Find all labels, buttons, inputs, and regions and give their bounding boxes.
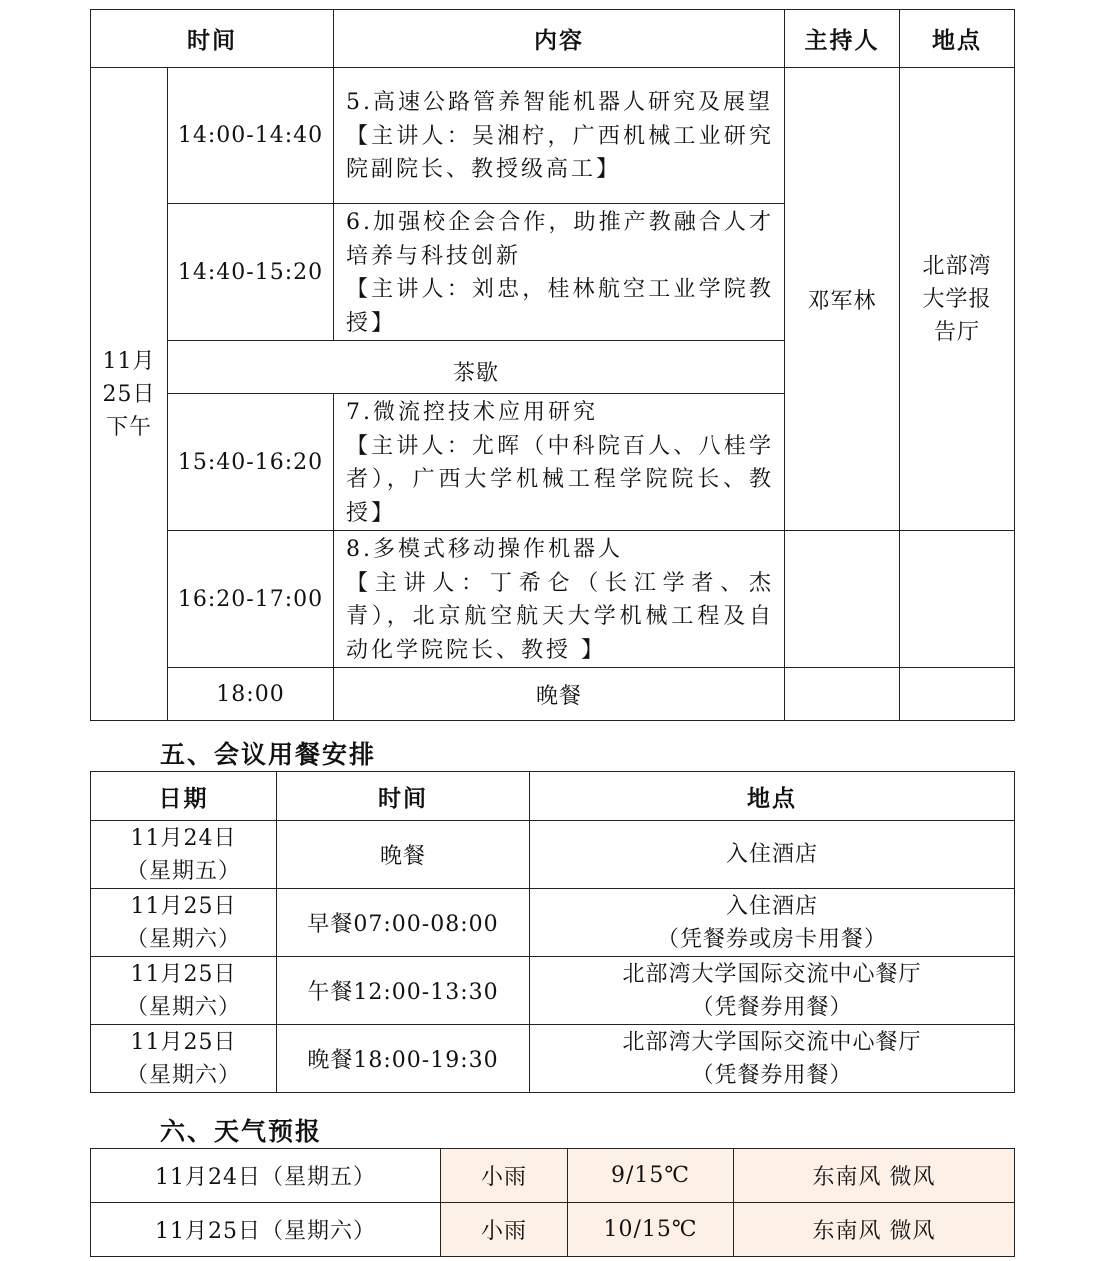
schedule-place: [900, 68, 1015, 531]
schedule-content: [334, 531, 785, 668]
schedule-header-place: 地点: [900, 10, 1015, 68]
meal-place-line: 北部湾大学国际交流中心餐厅: [622, 1029, 922, 1055]
schedule-content: [334, 68, 785, 204]
talk-speaker: 【主讲人：丁希仑（长江学者、杰青），北京航空航天大学机械工程及自动化学院院长、教授 】: [346, 570, 774, 663]
meal-date-line: 11月25日: [130, 1029, 237, 1055]
meal-weekday: （星期六）: [125, 1062, 241, 1088]
empty-cell: [785, 668, 900, 721]
meal-weekday: （星期六）: [125, 994, 241, 1020]
weather-temp: 9/15℃: [568, 1149, 734, 1203]
date-line: 25日: [102, 381, 156, 407]
meal-time: 晚餐: [277, 821, 530, 889]
schedule-header-host: 主持人: [785, 10, 900, 68]
tea-break: 茶歇: [168, 341, 785, 394]
weather-temp: 10/15℃: [568, 1203, 734, 1257]
meal-place-line: 北部湾大学国际交流中心餐厅: [622, 961, 922, 987]
weather-date: 11月24日（星期五）: [91, 1149, 441, 1203]
meal-date-line: 11月25日: [130, 893, 237, 919]
weather-date: 11月25日（星期六）: [91, 1203, 441, 1257]
date-line: 11月: [102, 348, 156, 374]
meal-place: [530, 1025, 1015, 1093]
schedule-time: 14:00-14:40: [168, 68, 334, 204]
meal-date: [91, 889, 277, 957]
talk-title: 5.高速公路管养智能机器人研究及展望: [346, 90, 773, 116]
meal-place: [530, 889, 1015, 957]
talk-speaker: 【主讲人：尤晖（中科院百人、八桂学者），广西大学机械工程学院院长、教授】: [346, 433, 774, 526]
empty-cell: [785, 531, 900, 668]
talk-title: 7.微流控技术应用研究: [346, 400, 598, 425]
meals-header-place: 地点: [530, 772, 1015, 821]
meals-table: [90, 771, 1015, 1093]
schedule-content: [334, 394, 785, 531]
meal-place: [530, 821, 1015, 889]
schedule-table: [90, 9, 1015, 721]
meal-place: [530, 957, 1015, 1025]
schedule-date-cell: [91, 68, 168, 721]
schedule-content: [334, 204, 785, 341]
talk-speaker: 【主讲人：刘忠，桂林航空工业学院教授】: [346, 277, 774, 336]
meals-section-title: 五、会议用餐安排: [160, 740, 377, 769]
weather-condition: 小雨: [441, 1149, 568, 1203]
date-line: 下午: [105, 414, 152, 440]
schedule-time: 15:40-16:20: [168, 394, 334, 531]
weather-section-title: 六、天气预报: [160, 1117, 323, 1146]
meal-weekday: （星期六）: [125, 926, 241, 952]
meal-place-note: （凭餐券或房卡用餐）: [656, 926, 887, 952]
meal-date: [91, 1025, 277, 1093]
place-line: 大学报: [922, 286, 992, 312]
meal-date: [91, 821, 277, 889]
schedule-time: 16:20-17:00: [168, 531, 334, 668]
schedule-time: 18:00: [168, 668, 334, 721]
meal-date: [91, 957, 277, 1025]
schedule-host: 邓军林: [785, 68, 900, 531]
schedule-time: 14:40-15:20: [168, 204, 334, 341]
schedule-header-content: 内容: [334, 10, 785, 68]
empty-cell: [900, 531, 1015, 668]
meal-weekday: （星期五）: [125, 858, 241, 884]
weather-table: [90, 1148, 1015, 1257]
place-line: 北部湾: [922, 253, 992, 279]
talk-speaker: 【主讲人：吴湘柠，广西机械工业研究院副院长、教授级高工】: [346, 123, 774, 183]
meal-place-line: 入住酒店: [725, 893, 818, 919]
meal-place-note: （凭餐券用餐）: [691, 994, 853, 1020]
schedule-header-time: 时间: [91, 10, 334, 68]
meal-time: 午餐12:00-13:30: [277, 957, 530, 1025]
meal-time: 晚餐18:00-19:30: [277, 1025, 530, 1093]
dinner-label: 晚餐: [334, 668, 785, 721]
weather-condition: 小雨: [441, 1203, 568, 1257]
meals-header-date: 日期: [91, 772, 277, 821]
weather-wind: 东南风 微风: [734, 1149, 1015, 1203]
meal-time: 早餐07:00-08:00: [277, 889, 530, 957]
meal-place-note: （凭餐券用餐）: [691, 1062, 853, 1088]
talk-title: 8.多模式移动操作机器人: [346, 537, 623, 562]
meal-date-line: 11月25日: [130, 961, 237, 987]
meal-place-line: 入住酒店: [725, 842, 818, 867]
weather-wind: 东南风 微风: [734, 1203, 1015, 1257]
empty-cell: [900, 668, 1015, 721]
talk-title: 6.加强校企会合作，助推产教融合人才培养与科技创新: [346, 210, 774, 269]
meals-header-time: 时间: [277, 772, 530, 821]
meal-date-line: 11月24日: [130, 825, 237, 851]
place-line: 告厅: [933, 319, 980, 345]
